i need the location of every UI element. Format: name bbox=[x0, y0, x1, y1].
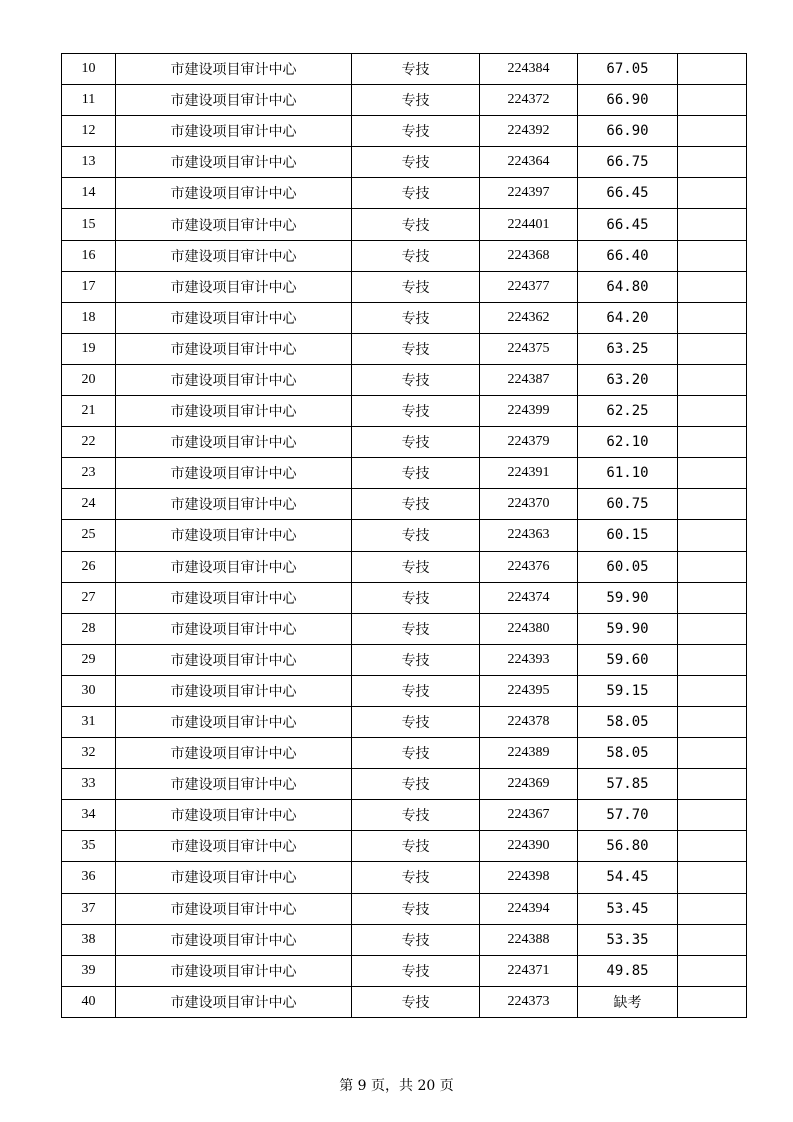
remark-cell bbox=[678, 85, 747, 116]
remark-cell bbox=[678, 209, 747, 240]
candidate-id-cell: 224380 bbox=[480, 613, 578, 644]
exam-score-cell: 64.80 bbox=[578, 271, 678, 302]
unit-name-cell: 市建设项目审计中心 bbox=[116, 178, 352, 209]
exam-score-cell: 49.85 bbox=[578, 955, 678, 986]
candidate-id-cell: 224392 bbox=[480, 116, 578, 147]
row-number-cell: 17 bbox=[62, 271, 116, 302]
position-type-cell: 专技 bbox=[352, 831, 480, 862]
table-row bbox=[62, 178, 747, 209]
remark-cell bbox=[678, 924, 747, 955]
exam-score-cell: 64.20 bbox=[578, 302, 678, 333]
exam-score-cell: 63.25 bbox=[578, 333, 678, 364]
row-number-cell: 33 bbox=[62, 769, 116, 800]
position-type-cell: 专技 bbox=[352, 116, 480, 147]
exam-score-cell: 66.90 bbox=[578, 116, 678, 147]
remark-cell bbox=[678, 458, 747, 489]
position-type-cell: 专技 bbox=[352, 489, 480, 520]
table-row bbox=[62, 955, 747, 986]
remark-cell bbox=[678, 862, 747, 893]
unit-name-cell: 市建设项目审计中心 bbox=[116, 364, 352, 395]
candidate-id-cell: 224374 bbox=[480, 582, 578, 613]
row-number-cell: 25 bbox=[62, 520, 116, 551]
position-type-cell: 专技 bbox=[352, 396, 480, 427]
unit-name-cell: 市建设项目审计中心 bbox=[116, 675, 352, 706]
candidate-id-cell: 224376 bbox=[480, 551, 578, 582]
row-number-cell: 39 bbox=[62, 955, 116, 986]
position-type-cell: 专技 bbox=[352, 675, 480, 706]
table-row bbox=[62, 427, 747, 458]
candidate-id-cell: 224378 bbox=[480, 706, 578, 737]
position-type-cell: 专技 bbox=[352, 85, 480, 116]
unit-name-cell: 市建设项目审计中心 bbox=[116, 955, 352, 986]
position-type-cell: 专技 bbox=[352, 271, 480, 302]
remark-cell bbox=[678, 240, 747, 271]
table-row bbox=[62, 364, 747, 395]
table-row bbox=[62, 613, 747, 644]
unit-name-cell: 市建设项目审计中心 bbox=[116, 613, 352, 644]
candidate-id-cell: 224372 bbox=[480, 85, 578, 116]
candidate-id-cell: 224363 bbox=[480, 520, 578, 551]
candidate-id-cell: 224371 bbox=[480, 955, 578, 986]
position-type-cell: 专技 bbox=[352, 364, 480, 395]
remark-cell bbox=[678, 893, 747, 924]
candidate-id-cell: 224395 bbox=[480, 675, 578, 706]
candidate-id-cell: 224375 bbox=[480, 333, 578, 364]
table-row bbox=[62, 147, 747, 178]
table-row bbox=[62, 831, 747, 862]
unit-name-cell: 市建设项目审计中心 bbox=[116, 520, 352, 551]
table-row bbox=[62, 458, 747, 489]
exam-score-cell: 61.10 bbox=[578, 458, 678, 489]
score-table bbox=[61, 53, 747, 1018]
row-number-cell: 22 bbox=[62, 427, 116, 458]
row-number-cell: 35 bbox=[62, 831, 116, 862]
candidate-id-cell: 224391 bbox=[480, 458, 578, 489]
unit-name-cell: 市建设项目审计中心 bbox=[116, 209, 352, 240]
row-number-cell: 24 bbox=[62, 489, 116, 520]
candidate-id-cell: 224362 bbox=[480, 302, 578, 333]
position-type-cell: 专技 bbox=[352, 800, 480, 831]
table-row bbox=[62, 209, 747, 240]
position-type-cell: 专技 bbox=[352, 54, 480, 85]
table-row bbox=[62, 54, 747, 85]
unit-name-cell: 市建设项目审计中心 bbox=[116, 769, 352, 800]
candidate-id-cell: 224394 bbox=[480, 893, 578, 924]
row-number-cell: 18 bbox=[62, 302, 116, 333]
table-row bbox=[62, 520, 747, 551]
table-row bbox=[62, 675, 747, 706]
unit-name-cell: 市建设项目审计中心 bbox=[116, 551, 352, 582]
position-type-cell: 专技 bbox=[352, 893, 480, 924]
candidate-id-cell: 224390 bbox=[480, 831, 578, 862]
page-footer: 第 9 页，共 20 页 bbox=[339, 1078, 454, 1094]
position-type-cell: 专技 bbox=[352, 427, 480, 458]
position-type-cell: 专技 bbox=[352, 706, 480, 737]
table-row bbox=[62, 706, 747, 737]
position-type-cell: 专技 bbox=[352, 644, 480, 675]
unit-name-cell: 市建设项目审计中心 bbox=[116, 302, 352, 333]
row-number-cell: 15 bbox=[62, 209, 116, 240]
exam-score-cell: 56.80 bbox=[578, 831, 678, 862]
unit-name-cell: 市建设项目审计中心 bbox=[116, 738, 352, 769]
position-type-cell: 专技 bbox=[352, 955, 480, 986]
exam-score-cell: 53.45 bbox=[578, 893, 678, 924]
candidate-id-cell: 224379 bbox=[480, 427, 578, 458]
table-row bbox=[62, 924, 747, 955]
exam-score-cell: 54.45 bbox=[578, 862, 678, 893]
row-number-cell: 11 bbox=[62, 85, 116, 116]
exam-score-cell: 60.75 bbox=[578, 489, 678, 520]
table-row bbox=[62, 302, 747, 333]
unit-name-cell: 市建设项目审计中心 bbox=[116, 85, 352, 116]
unit-name-cell: 市建设项目审计中心 bbox=[116, 924, 352, 955]
exam-score-cell: 60.05 bbox=[578, 551, 678, 582]
table-row bbox=[62, 240, 747, 271]
candidate-id-cell: 224368 bbox=[480, 240, 578, 271]
exam-score-cell: 67.05 bbox=[578, 54, 678, 85]
remark-cell bbox=[678, 675, 747, 706]
score-table-body bbox=[62, 54, 747, 1018]
candidate-id-cell: 224369 bbox=[480, 769, 578, 800]
position-type-cell: 专技 bbox=[352, 986, 480, 1017]
table-row bbox=[62, 333, 747, 364]
position-type-cell: 专技 bbox=[352, 769, 480, 800]
exam-score-cell: 66.90 bbox=[578, 85, 678, 116]
exam-score-cell: 66.45 bbox=[578, 209, 678, 240]
table-row bbox=[62, 551, 747, 582]
row-number-cell: 32 bbox=[62, 738, 116, 769]
candidate-id-cell: 224393 bbox=[480, 644, 578, 675]
unit-name-cell: 市建设项目审计中心 bbox=[116, 54, 352, 85]
row-number-cell: 19 bbox=[62, 333, 116, 364]
unit-name-cell: 市建设项目审计中心 bbox=[116, 800, 352, 831]
position-type-cell: 专技 bbox=[352, 551, 480, 582]
remark-cell bbox=[678, 271, 747, 302]
remark-cell bbox=[678, 831, 747, 862]
unit-name-cell: 市建设项目审计中心 bbox=[116, 862, 352, 893]
row-number-cell: 34 bbox=[62, 800, 116, 831]
unit-name-cell: 市建设项目审计中心 bbox=[116, 240, 352, 271]
unit-name-cell: 市建设项目审计中心 bbox=[116, 644, 352, 675]
table-row bbox=[62, 644, 747, 675]
row-number-cell: 37 bbox=[62, 893, 116, 924]
remark-cell bbox=[678, 116, 747, 147]
candidate-id-cell: 224373 bbox=[480, 986, 578, 1017]
exam-score-cell: 66.45 bbox=[578, 178, 678, 209]
row-number-cell: 38 bbox=[62, 924, 116, 955]
remark-cell bbox=[678, 54, 747, 85]
unit-name-cell: 市建设项目审计中心 bbox=[116, 986, 352, 1017]
position-type-cell: 专技 bbox=[352, 862, 480, 893]
table-row bbox=[62, 862, 747, 893]
row-number-cell: 31 bbox=[62, 706, 116, 737]
row-number-cell: 26 bbox=[62, 551, 116, 582]
table-row bbox=[62, 116, 747, 147]
position-type-cell: 专技 bbox=[352, 613, 480, 644]
remark-cell bbox=[678, 147, 747, 178]
row-number-cell: 40 bbox=[62, 986, 116, 1017]
unit-name-cell: 市建设项目审计中心 bbox=[116, 333, 352, 364]
exam-score-cell: 57.70 bbox=[578, 800, 678, 831]
remark-cell bbox=[678, 427, 747, 458]
position-type-cell: 专技 bbox=[352, 520, 480, 551]
remark-cell bbox=[678, 302, 747, 333]
remark-cell bbox=[678, 800, 747, 831]
table-row bbox=[62, 893, 747, 924]
remark-cell bbox=[678, 364, 747, 395]
row-number-cell: 29 bbox=[62, 644, 116, 675]
position-type-cell: 专技 bbox=[352, 147, 480, 178]
candidate-id-cell: 224370 bbox=[480, 489, 578, 520]
unit-name-cell: 市建设项目审计中心 bbox=[116, 116, 352, 147]
candidate-id-cell: 224377 bbox=[480, 271, 578, 302]
exam-score-cell: 63.20 bbox=[578, 364, 678, 395]
table-row bbox=[62, 800, 747, 831]
unit-name-cell: 市建设项目审计中心 bbox=[116, 427, 352, 458]
exam-score-cell: 57.85 bbox=[578, 769, 678, 800]
position-type-cell: 专技 bbox=[352, 302, 480, 333]
exam-score-cell: 62.25 bbox=[578, 396, 678, 427]
table-row bbox=[62, 85, 747, 116]
position-type-cell: 专技 bbox=[352, 209, 480, 240]
exam-score-cell: 58.05 bbox=[578, 738, 678, 769]
table-row bbox=[62, 489, 747, 520]
table-row bbox=[62, 271, 747, 302]
row-number-cell: 12 bbox=[62, 116, 116, 147]
remark-cell bbox=[678, 986, 747, 1017]
position-type-cell: 专技 bbox=[352, 178, 480, 209]
row-number-cell: 10 bbox=[62, 54, 116, 85]
exam-score-cell: 59.60 bbox=[578, 644, 678, 675]
unit-name-cell: 市建设项目审计中心 bbox=[116, 831, 352, 862]
exam-score-cell: 60.15 bbox=[578, 520, 678, 551]
unit-name-cell: 市建设项目审计中心 bbox=[116, 582, 352, 613]
candidate-id-cell: 224387 bbox=[480, 364, 578, 395]
remark-cell bbox=[678, 738, 747, 769]
row-number-cell: 36 bbox=[62, 862, 116, 893]
row-number-cell: 27 bbox=[62, 582, 116, 613]
remark-cell bbox=[678, 333, 747, 364]
candidate-id-cell: 224367 bbox=[480, 800, 578, 831]
remark-cell bbox=[678, 955, 747, 986]
exam-score-cell: 58.05 bbox=[578, 706, 678, 737]
position-type-cell: 专技 bbox=[352, 582, 480, 613]
exam-score-cell: 缺考 bbox=[578, 986, 678, 1017]
candidate-id-cell: 224389 bbox=[480, 738, 578, 769]
row-number-cell: 28 bbox=[62, 613, 116, 644]
remark-cell bbox=[678, 489, 747, 520]
remark-cell bbox=[678, 520, 747, 551]
row-number-cell: 20 bbox=[62, 364, 116, 395]
position-type-cell: 专技 bbox=[352, 924, 480, 955]
unit-name-cell: 市建设项目审计中心 bbox=[116, 893, 352, 924]
position-type-cell: 专技 bbox=[352, 333, 480, 364]
remark-cell bbox=[678, 178, 747, 209]
exam-score-cell: 62.10 bbox=[578, 427, 678, 458]
position-type-cell: 专技 bbox=[352, 738, 480, 769]
table-row bbox=[62, 582, 747, 613]
unit-name-cell: 市建设项目审计中心 bbox=[116, 147, 352, 178]
row-number-cell: 30 bbox=[62, 675, 116, 706]
candidate-id-cell: 224398 bbox=[480, 862, 578, 893]
table-row bbox=[62, 769, 747, 800]
unit-name-cell: 市建设项目审计中心 bbox=[116, 706, 352, 737]
candidate-id-cell: 224364 bbox=[480, 147, 578, 178]
candidate-id-cell: 224397 bbox=[480, 178, 578, 209]
exam-score-cell: 53.35 bbox=[578, 924, 678, 955]
position-type-cell: 专技 bbox=[352, 240, 480, 271]
table-row bbox=[62, 986, 747, 1017]
remark-cell bbox=[678, 644, 747, 675]
unit-name-cell: 市建设项目审计中心 bbox=[116, 458, 352, 489]
candidate-id-cell: 224384 bbox=[480, 54, 578, 85]
table-row bbox=[62, 738, 747, 769]
exam-score-cell: 59.90 bbox=[578, 582, 678, 613]
remark-cell bbox=[678, 613, 747, 644]
unit-name-cell: 市建设项目审计中心 bbox=[116, 396, 352, 427]
candidate-id-cell: 224399 bbox=[480, 396, 578, 427]
table-row bbox=[62, 396, 747, 427]
row-number-cell: 16 bbox=[62, 240, 116, 271]
remark-cell bbox=[678, 396, 747, 427]
unit-name-cell: 市建设项目审计中心 bbox=[116, 271, 352, 302]
position-type-cell: 专技 bbox=[352, 458, 480, 489]
row-number-cell: 21 bbox=[62, 396, 116, 427]
exam-score-cell: 59.90 bbox=[578, 613, 678, 644]
row-number-cell: 23 bbox=[62, 458, 116, 489]
candidate-id-cell: 224388 bbox=[480, 924, 578, 955]
row-number-cell: 14 bbox=[62, 178, 116, 209]
unit-name-cell: 市建设项目审计中心 bbox=[116, 489, 352, 520]
exam-score-cell: 59.15 bbox=[578, 675, 678, 706]
exam-score-cell: 66.75 bbox=[578, 147, 678, 178]
remark-cell bbox=[678, 551, 747, 582]
row-number-cell: 13 bbox=[62, 147, 116, 178]
remark-cell bbox=[678, 706, 747, 737]
remark-cell bbox=[678, 582, 747, 613]
candidate-id-cell: 224401 bbox=[480, 209, 578, 240]
remark-cell bbox=[678, 769, 747, 800]
exam-score-cell: 66.40 bbox=[578, 240, 678, 271]
